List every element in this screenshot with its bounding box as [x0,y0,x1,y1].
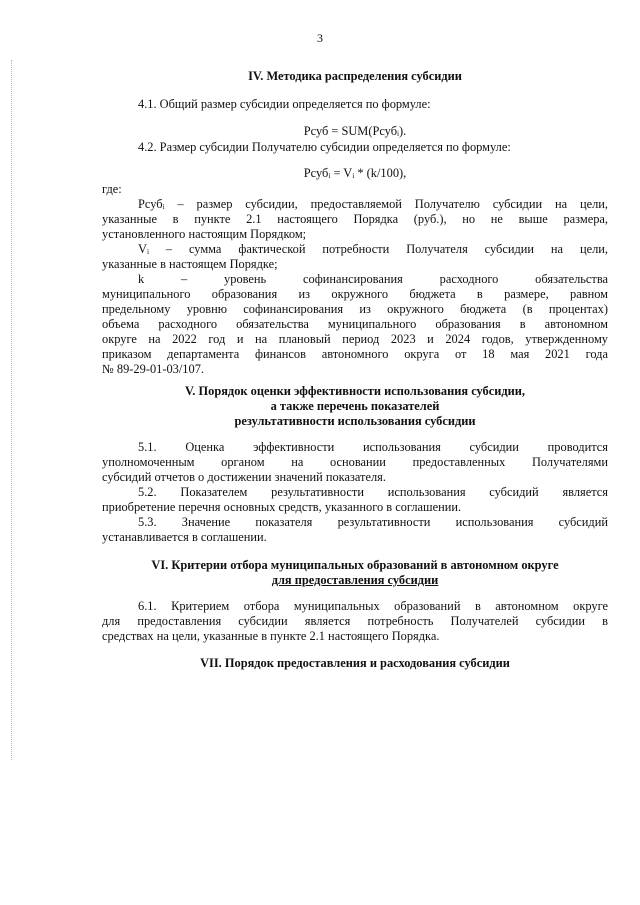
section-6-body [102,599,608,644]
paragraph-6-1-line1: 6.1. Критерием отбора муниципальных образований в автономном округе [138,599,608,613]
formula-total: Рсуб = SUM(Рсубᵢ). [303,124,407,138]
definition-k-line6: приказом департамента финансов автономного округа от 18 мая 2021 года [102,347,608,361]
section-5-heading-line1: V. Порядок оценки эффективности использования субсидии, [184,384,526,398]
where-label: где: [102,182,122,196]
definition-v-line1: Vᵢ – сумма фактической потребности Получателя субсидии на цели, [138,242,608,256]
paragraph-6-1-line3: средствах на цели, указанные в пункте 2.1 настоящего Порядка. [102,629,440,643]
page-number: 3 [317,31,323,45]
section-4-heading: IV. Методика распределения субсидии [248,69,462,83]
section-5-heading-line2: а также перечень показателей [270,399,440,413]
paragraph-4-1-text: 4.1. Общий размер субсидии определяется по формуле: [138,97,431,111]
paragraph-4-2-text: 4.2. Размер субсидии Получателю субсидии определяется по формуле: [138,140,511,154]
section-5-heading [102,384,608,429]
definition-k-line4: объема расходного обязательства муниципального образования в автономном [102,317,608,331]
section-7-heading: VII. Порядок предоставления и расходования субсидии [200,656,510,670]
paragraph-5-1-line3: субсидий отчетов о достижении значений показателя. [102,470,386,484]
paragraph-6-1-line2: для предоставления субсидии является потребность Получателей субсидии в [102,614,608,628]
paragraph-5-2-line2: приобретение перечня основных средств, указанного в соглашении. [102,500,462,514]
paragraph-4-1 [102,97,608,112]
definition-k-line7: № 89-29-01-03/107. [102,362,204,376]
paragraph-5-1-line1: 5.1. Оценка эффективности использования субсидии проводится [138,440,608,454]
scan-margin-line [11,60,13,760]
definitions [102,182,608,377]
paragraph-5-1-line2: уполномоченным органом на основании предоставленных Получателями [102,455,608,469]
section-6-heading-line2: для предоставления субсидии [271,573,439,587]
section-6-heading [102,558,608,588]
definition-k-line3: предельному уровню софинансирования из окружного бюджета (в процентах) [102,302,608,316]
definition-k-line5: округе на 2022 год и на плановый период 2023 и 2024 годов, утвержденному [102,332,608,346]
paragraph-5-2-line1: 5.2. Показателем результативности использования субсидий является [138,485,608,499]
definition-rsub-line2: указанные в пункте 2.1 настоящего Порядка (руб.), но не выше размера, [102,212,608,226]
section-5-body [102,440,608,545]
definition-k-line1: k – уровень софинансирования расходного обязательства [138,272,608,286]
definition-rsub-line1: Рсубᵢ – размер субсидии, предоставляемой Получателю субсидии на цели, [138,197,608,211]
definition-k-line2: муниципального образования из окружного бюджета в размере, равном [102,287,608,301]
definition-rsub-line3: установленного настоящим Порядком; [102,227,307,241]
paragraph-5-3-line2: устанавливается в соглашении. [102,530,267,544]
section-6-heading-line1: VI. Критерии отбора муниципальных образований в автономном округе [151,558,559,572]
formula-recipient: Рсубᵢ = Vᵢ * (k/100), [303,166,407,180]
paragraph-5-3-line1: 5.3. Значение показателя результативности использования субсидий [138,515,608,529]
paragraph-4-2 [102,140,608,155]
definition-v-line2: указанные в настоящем Порядке; [102,257,278,271]
section-5-heading-line3: результативности использования субсидии [234,414,476,428]
